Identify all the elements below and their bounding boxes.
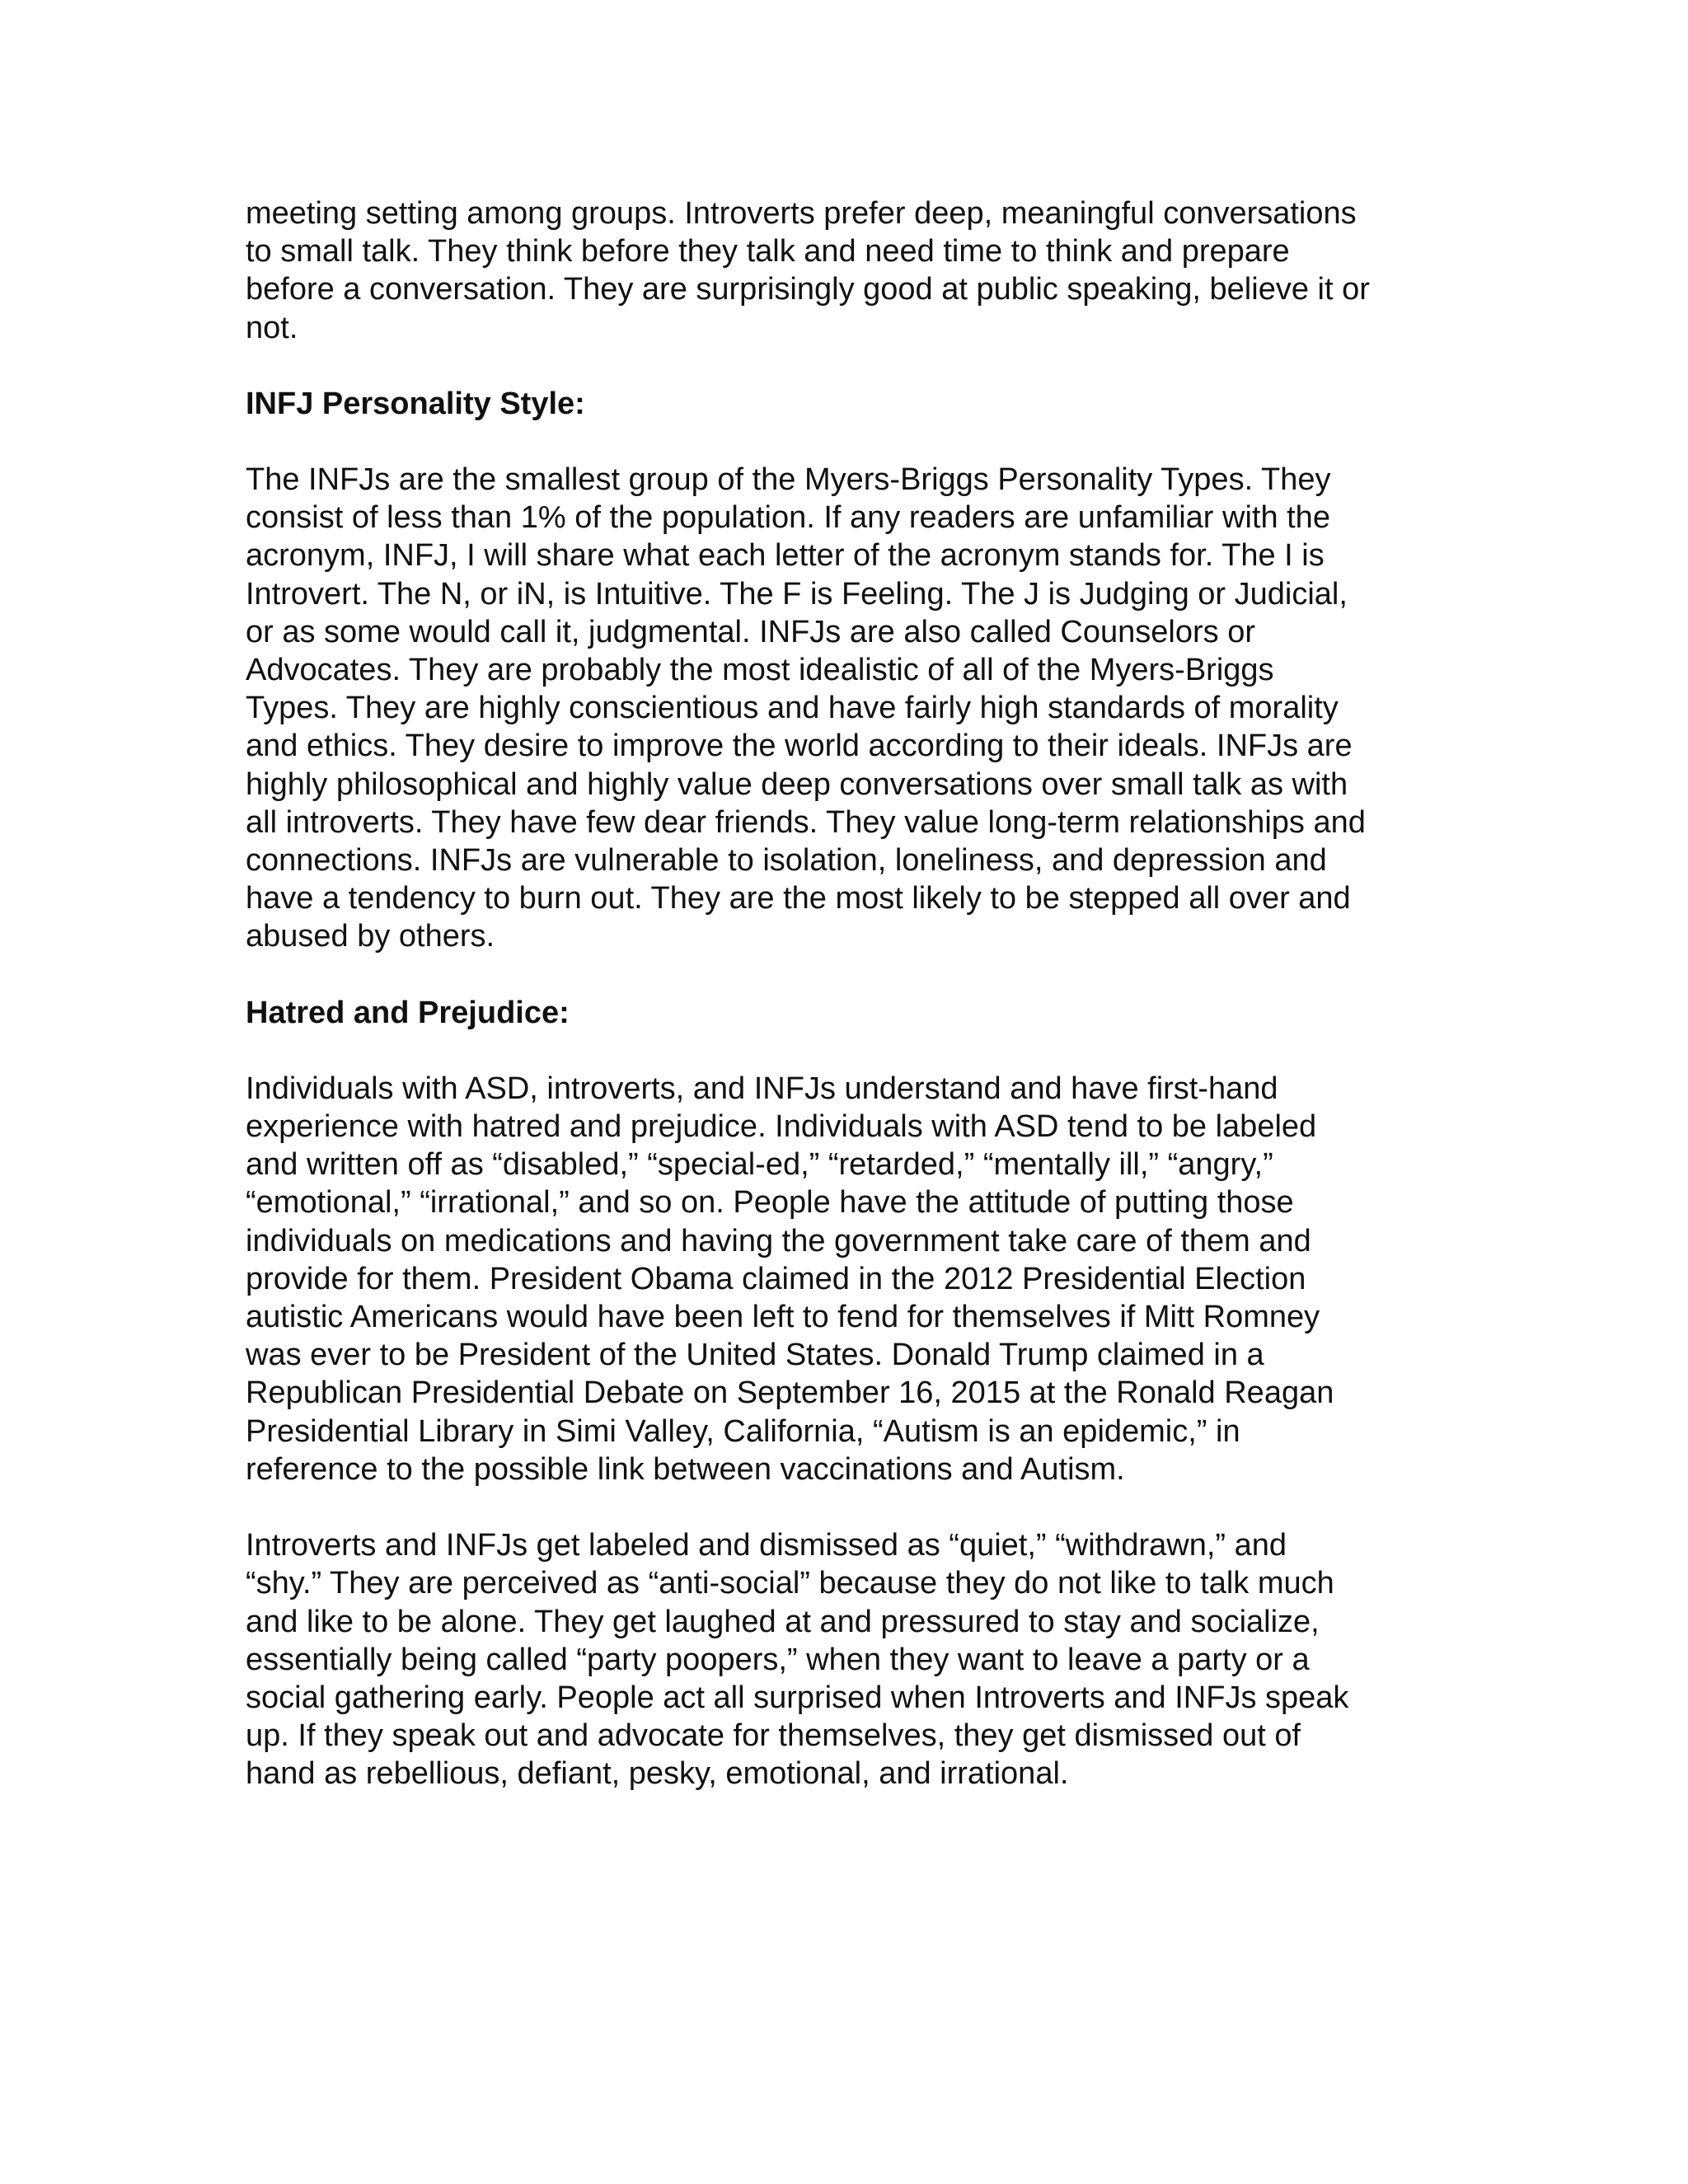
paragraph-spacer [246, 956, 1432, 994]
paragraph-spacer [246, 1488, 1432, 1526]
heading-infj-personality-style: INFJ Personality Style: [246, 386, 585, 421]
paragraph-spacer [246, 423, 1432, 461]
document-body [246, 194, 1432, 1793]
heading-hatred-and-prejudice: Hatred and Prejudice: [246, 995, 570, 1030]
paragraph-hatred-1: Individuals with ASD, introverts, and INFJs understand and have first-hand experience with hatred and prejudice. Individuals with ASD tend to be labeled and written off as “disabled,” “special-ed,” “retarded,” “mentally ill,” “angry,” “emotional,” “irrational,” and so on. People have the attitude of putting those individuals on medications and having the government take care of them and provide for them. President Obama claimed in the 2012 Presidential Election autistic Americans would have been left to fend for themselves if Mitt Romney was ever to be President of the United States. Donald Trump claimed in a Republican Presidential Debate on September 16, 2015 at the Ronald Reagan Presidential Library in Simi Valley, California, “Autism is an epidemic,” in reference to the possible link between vaccinations and Autism. [246, 1071, 1334, 1487]
paragraph-infj: The INFJs are the smallest group of the Myers-Briggs Personality Types. They consist of less than 1% of the population. If any readers are unfamiliar with the acronym, INFJ, I will share what each letter of the acronym stands for. The I is Introvert. The N, or iN, is Intuitive. The F is Feeling. The J is Judging or Judicial, or as some would call it, judgmental. INFJs are also called Counselors or Advocates. They are probably the most idealistic of all of the Myers-Briggs Types. They are highly conscientious and have fairly high standards of morality and ethics. They desire to improve the world according to their ideals. INFJs are highly philosophical and highly value deep conversations over small talk as with all introverts. They have few dear friends. They value long-term relationships and connections. INFJs are vulnerable to isolation, loneliness, and depression and have a tendency to burn out. They are the most likely to be stepped all over and abused by others. [246, 462, 1366, 954]
paragraph-spacer [246, 347, 1432, 385]
paragraph-spacer [246, 1032, 1432, 1070]
paragraph-intro: meeting setting among groups. Introverts prefer deep, meaningful conversations to small talk. They think before they talk and need time to think and prepare before a conversation. They are surprisingly good at public speaking, believe it or not. [246, 196, 1370, 345]
paragraph-hatred-2: Introverts and INFJs get labeled and dismissed as “quiet,” “withdrawn,” and “shy.” They are perceived as “anti-social” because they do not like to talk much and like to be alone. They get laughed at and pressured to stay and socialize, essentially being called “party poopers,” when they want to leave a party or a social gathering early. People act all surprised when Introverts and INFJs speak up. If they speak out and advocate for themselves, they get dismissed out of hand as rebellious, defiant, pesky, emotional, and irrational. [246, 1528, 1349, 1792]
